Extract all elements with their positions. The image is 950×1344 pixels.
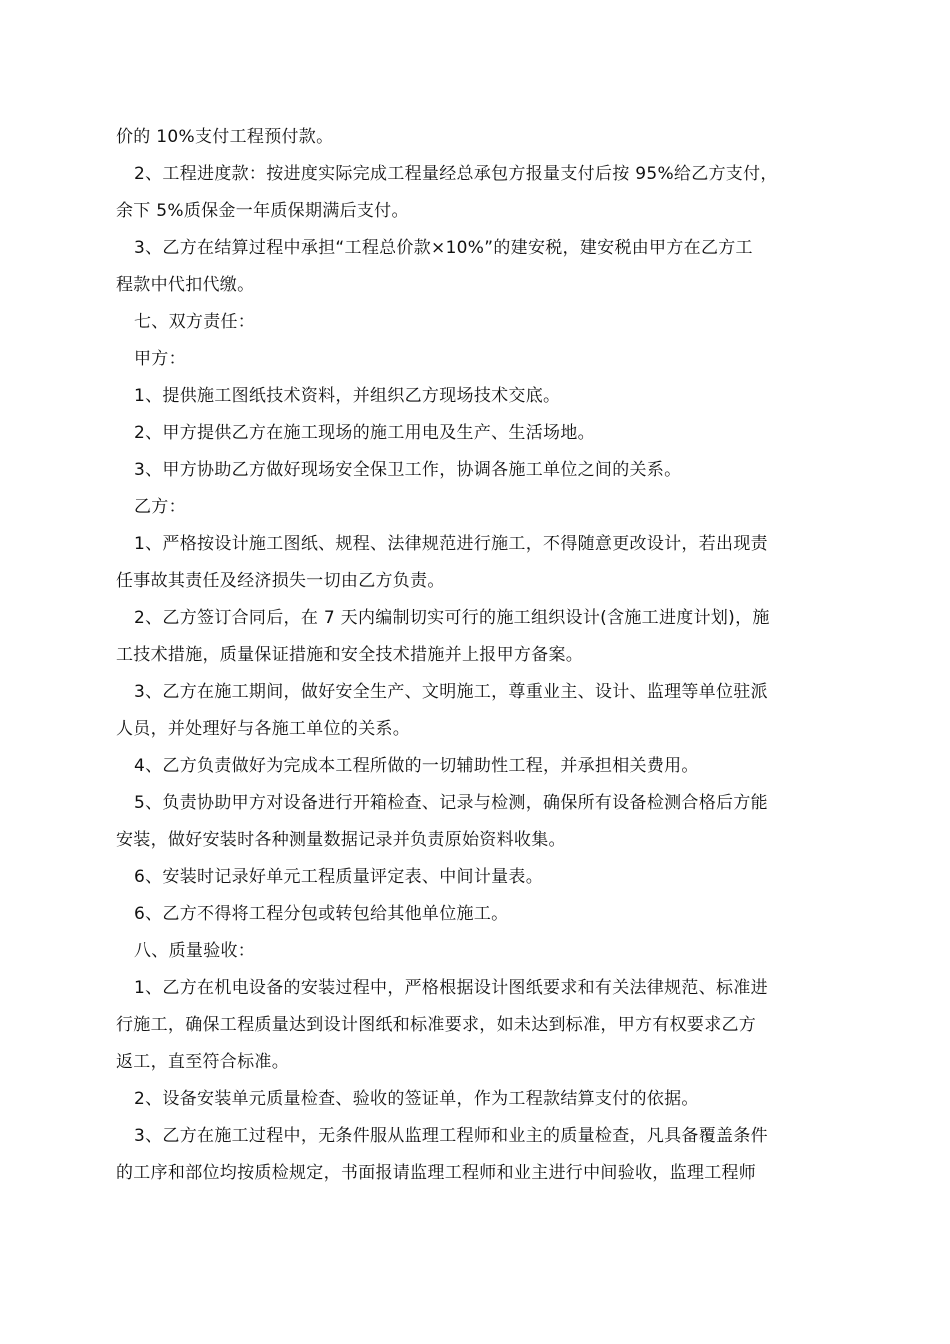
paragraph-line: 的工序和部位均按质检规定，书面报请监理工程师和业主进行中间验收，监理工程师 [116,1163,757,1183]
paragraph-line: 6、安装时记录好单元工程质量评定表、中间计量表。 [134,867,544,887]
party-heading: 乙方： [134,497,186,517]
paragraph-line: 1、严格按设计施工图纸、规程、法律规范进行施工，不得随意更改设计，若出现责 [134,534,768,554]
paragraph-line: 3、乙方在施工过程中，无条件服从监理工程师和业主的质量检查，凡具备覆盖条件 [134,1126,768,1146]
paragraph-line: 2、工程进度款：按进度实际完成工程量经总承包方报量支付后按 95%给乙方支付， [134,164,778,184]
paragraph-line: 工技术措施，质量保证措施和安全技术措施并上报甲方备案。 [116,645,584,665]
paragraph-line: 1、乙方在机电设备的安装过程中，严格根据设计图纸要求和有关法律规范、标准进 [134,978,768,998]
paragraph-line: 人员，并处理好与各施工单位的关系。 [116,719,411,739]
section-heading: 七、双方责任： [134,312,256,332]
paragraph-line: 2、甲方提供乙方在施工现场的施工用电及生产、生活场地。 [134,423,595,443]
paragraph-line: 6、乙方不得将工程分包或转包给其他单位施工。 [134,904,509,924]
paragraph-line: 余下 5%质保金一年质保期满后支付。 [116,201,409,221]
paragraph-line: 3、甲方协助乙方做好现场安全保卫工作，协调各施工单位之间的关系。 [134,460,682,480]
paragraph-line: 4、乙方负责做好为完成本工程所做的一切辅助性工程，并承担相关费用。 [134,756,699,776]
paragraph-line: 安装，做好安装时各种测量数据记录并负责原始资料收集。 [116,830,566,850]
section-heading: 八、质量验收： [134,941,256,961]
paragraph-line: 5、负责协助甲方对设备进行开箱检查、记录与检测，确保所有设备检测合格后方能 [134,793,768,813]
paragraph-line: 2、乙方签订合同后，在 7 天内编制切实可行的施工组织设计(含施工进度计划)，施 [134,608,770,628]
paragraph-line: 返工，直至符合标准。 [116,1052,289,1072]
paragraph-line: 2、设备安装单元质量检查、验收的签证单，作为工程款结算支付的依据。 [134,1089,699,1109]
paragraph-line: 3、乙方在结算过程中承担“工程总价款×10%”的建安税，建安税由甲方在乙方工 [134,238,753,258]
paragraph-line: 价的 10%支付工程预付款。 [116,127,334,147]
paragraph-line: 3、乙方在施工期间，做好安全生产、文明施工，尊重业主、设计、监理等单位驻派 [134,682,768,702]
paragraph-line: 任事故其责任及经济损失一切由乙方负责。 [116,571,445,591]
party-heading: 甲方： [134,349,186,369]
paragraph-line: 程款中代扣代缴。 [116,275,255,295]
document-body [116,119,840,1192]
paragraph-line: 1、提供施工图纸技术资料，并组织乙方现场技术交底。 [134,386,561,406]
paragraph-line: 行施工，确保工程质量达到设计图纸和标准要求，如未达到标准，甲方有权要求乙方 [116,1015,757,1035]
